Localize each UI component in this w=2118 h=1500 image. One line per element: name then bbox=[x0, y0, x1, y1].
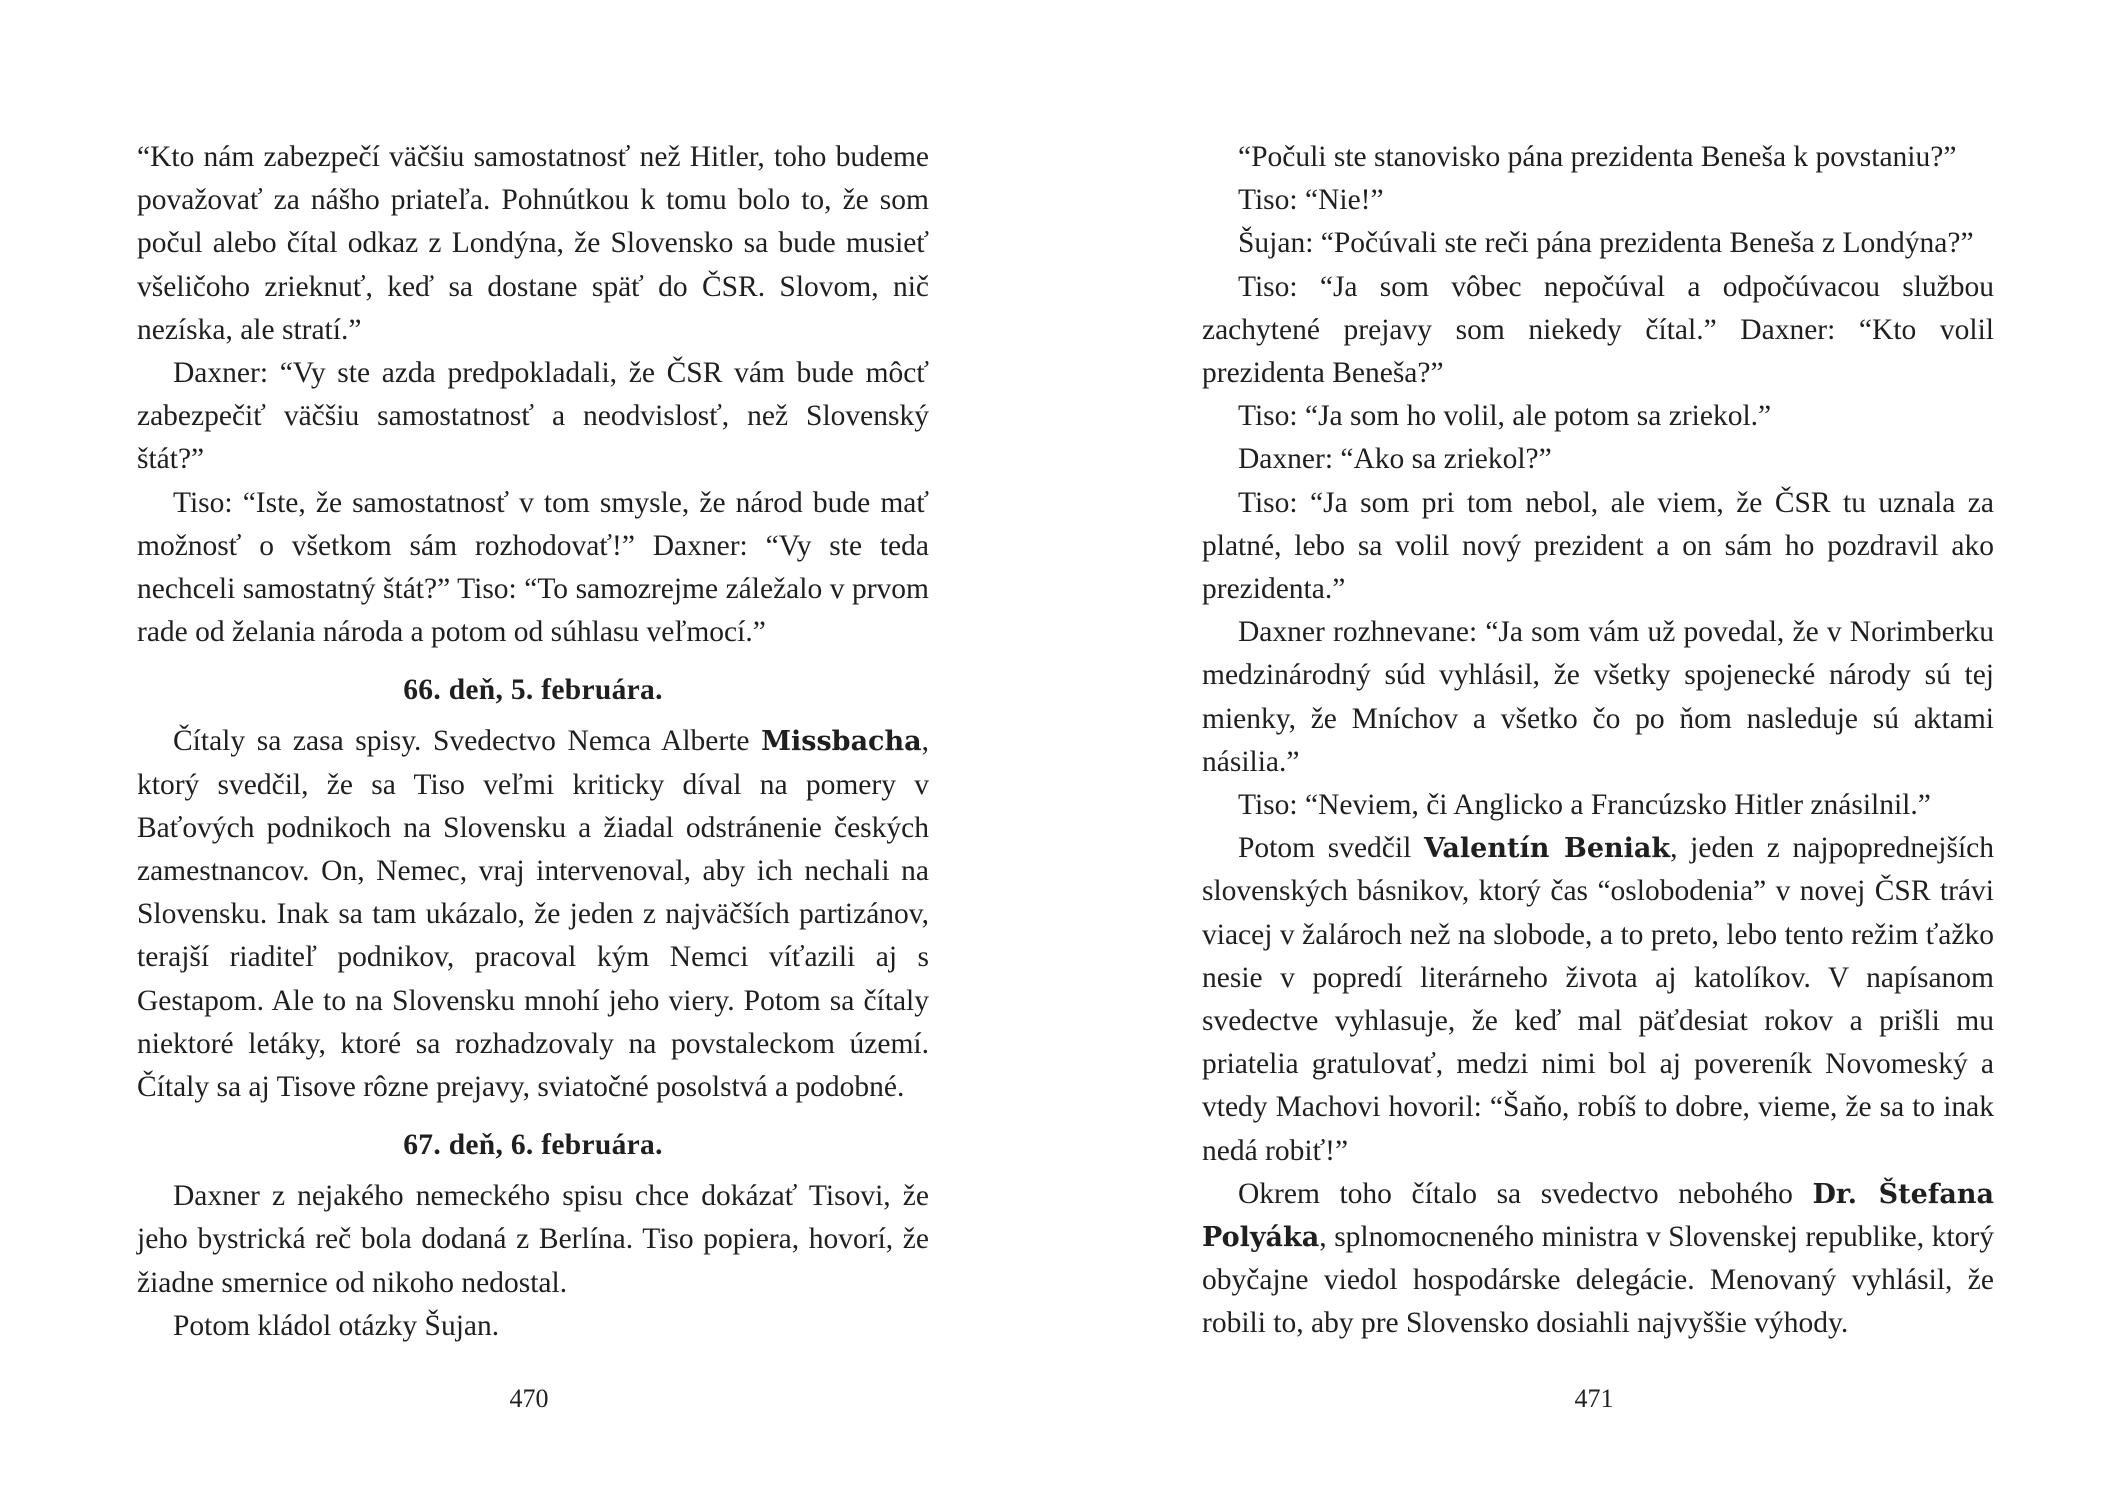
paragraph: Šujan: “Počúvali ste reči pána prezidenta Beneša z Londýna?” bbox=[1238, 227, 1974, 260]
paragraph: Tiso: “Ja som pri tom nebol, ale viem, že ČSR tu uznala za platné, lebo sa volil nový prezident a on sám ho pozdravil ako prezidenta.” bbox=[1202, 486, 1994, 606]
paragraph: Tiso: “Iste, že samostatnosť v tom smysle, že národ bude mať možnosť o všetkom sám rozhodovať!” Daxner: “Vy ste teda nechceli samostatný štát?” Tiso: “To samozrejme záležalo v prvom rade od želania národa a potom od súhlasu veľmocí.” bbox=[137, 486, 929, 649]
text-span: Čítaly sa zasa spisy. Svedectvo Nemca Alberte bbox=[173, 725, 762, 758]
bold-name: Dr. Štefana Polyáka bbox=[1202, 1178, 1994, 1254]
text-span: Okrem toho čítalo sa svedectvo nebohého bbox=[1238, 1177, 1813, 1210]
paragraph: Tiso: “Nie!” bbox=[1238, 184, 1384, 217]
paragraph: Daxner: “Ako sa zriekol?” bbox=[1238, 443, 1552, 476]
paragraph bbox=[1202, 1173, 1994, 1346]
text-span: , jeden z najpoprednejších slovenských básnikov, ktorý čas “oslobodenia” v novej ČSR trávi viacej v žalároch než na slobode, a to preto, lebo tento režim ťažko nesie v popredí literárneho života aj katolíkov. V napísanom svedectve vyhlasuje, že keď mal päťdesiat rokov a prišli mu priatelia gratulovať, medzi nimi bol aj povereník Novomeský a vtedy Machovi hovoril: “Šaňo, robíš to dobre, vieme, že sa to inak nedá robiť!” bbox=[1202, 832, 1994, 1167]
paragraph: Daxner: “Vy ste azda predpokladali, že ČSR vám bude môcť zabezpečiť väčšiu samostatnosť a neodvislosť, než Slovenský štát?” bbox=[137, 357, 929, 476]
paragraph: Daxner z nejakého nemeckého spisu chce dokázať Tisovi, že jeho bystrická reč bola dodaná z Berlína. Tiso popiera, hovorí, že žiadne smernice od nikoho nedostal. bbox=[137, 1180, 929, 1299]
paragraph bbox=[1202, 827, 1994, 1173]
paragraph: Daxner rozhnevane: “Ja som vám už povedal, že v Norimberku medzinárodný súd vyhlásil, že všetky spojenecké národy sú tej mienky, že Mníchov a všetko čo po ňom nasleduje sú aktami násilia.” bbox=[1202, 616, 1994, 778]
bold-name: Missbacha bbox=[761, 726, 922, 758]
paragraph bbox=[137, 720, 929, 1109]
text-span: , ktorý svedčil, že sa Tiso veľmi kriticky díval na pomery v Baťových podnikoch na Slovensku a žiadal odstránenie českých zamestnancov. On, Nemec, vraj intervenoval, aby ich nechali na Slovensku. Inak sa tam ukázalo, že jeden z najväčších partizánov, terajší riaditeľ podnikov, pracoval kým Nemci víťazili aj s Gestapom. Ale to na Slovensku mnohí jeho viery. Potom sa čítaly niektoré letáky, ktoré sa rozhadzovaly na povstaleckom území. Čítaly sa aj Tisove rôzne prejavy, sviatočné posolstvá a podobné. bbox=[137, 725, 929, 1104]
paragraph: Tiso: “Ja som ho volil, ale potom sa zriekol.” bbox=[1238, 400, 1772, 433]
section-heading: 67. deň, 6. februára. bbox=[403, 1129, 663, 1162]
paragraph: Tiso: “Ja som vôbec nepočúval a odpočúvacou službou zachytené prejavy som niekedy čítal.” Daxner: “Kto volil prezidenta Beneša?” bbox=[1202, 270, 1994, 390]
paragraph: Tiso: “Neviem, či Anglicko a Francúzsko Hitler znásilnil.” bbox=[1238, 789, 1931, 822]
paragraph: “Kto nám zabezpečí väčšiu samostatnosť než Hitler, toho budeme považovať za nášho priateľa. Pohnútkou k tomu bolo to, že som počul alebo čítal odkaz z Londýna, že Slovensko sa bude musieť všeličoho zrieknuť, keď sa dostane späť do ČSR. Slovom, nič nezíska, ale stratí.” bbox=[137, 141, 929, 346]
paragraph: Potom kládol otázky Šujan. bbox=[173, 1309, 500, 1342]
right-page bbox=[1202, 136, 1994, 1346]
text-span: Potom svedčil bbox=[1238, 832, 1424, 865]
bold-name: Valentín Beniak bbox=[1423, 833, 1671, 865]
page-number: 471 bbox=[1574, 1384, 1614, 1413]
section-heading: 66. deň, 5. februára. bbox=[403, 674, 663, 707]
paragraph: “Počuli ste stanovisko pána prezidenta Beneša k povstaniu?” bbox=[1238, 141, 1957, 173]
text-span: , splnomocneného ministra v Slovenskej republike, ktorý obyčajne viedol hospodárske delegácie. Menovaný vyhlásil, že robili to, aby pre Slovensko dosiahli najvyššie výhody. bbox=[1202, 1221, 1994, 1340]
left-page bbox=[137, 136, 929, 1348]
page-number: 470 bbox=[509, 1384, 549, 1413]
